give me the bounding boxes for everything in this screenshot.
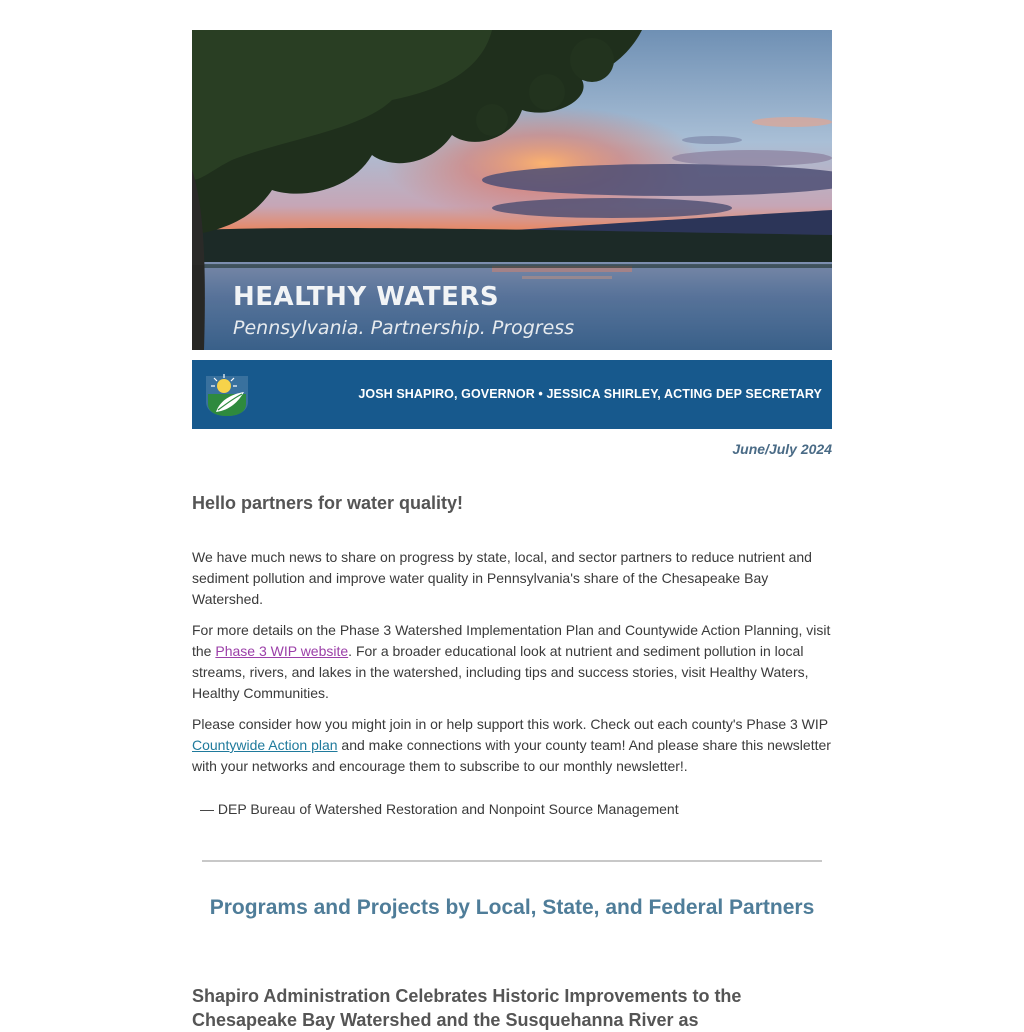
hero-banner bbox=[192, 30, 832, 350]
issue-date: June/July 2024 bbox=[732, 441, 832, 457]
countywide-action-plan-link[interactable]: Countywide Action plan bbox=[192, 737, 338, 753]
paragraph-text: and make connections with your county team! And please share this newsletter with your networks and encourage them to subscribe to our monthly newsletter!. bbox=[192, 737, 831, 774]
paragraph-text: For more details on the Phase 3 Watershed Implementation Plan and Countywide Action Planning, visit the bbox=[192, 622, 831, 659]
hero-title: HEALTHY WATERS bbox=[233, 282, 500, 312]
paragraph-text: Please consider how you might join in or help support this work. Check out each county's Phase 3 WIP bbox=[192, 716, 828, 732]
signoff-text: — DEP Bureau of Watershed Restoration and Nonpoint Source Management bbox=[200, 801, 679, 817]
section-heading: Programs and Projects by Local, State, and Federal Partners bbox=[209, 896, 815, 919]
intro-paragraph-1: We have much news to share on progress by state, local, and sector partners to reduce nutrient and sediment pollution and improve water quality in Pennsylvania's share of the Chesapeake Bay Watershed. bbox=[192, 549, 812, 607]
section-divider bbox=[202, 860, 822, 862]
newsletter bbox=[192, 30, 832, 1030]
intro-paragraph-2 bbox=[192, 620, 832, 704]
governor-banner bbox=[192, 360, 832, 429]
paragraph-text: . For a broader educational look at nutrient and sediment pollution in local streams, rivers, and lakes in the watershed, including tips and success stories, visit Healthy Waters, Healthy Communities. bbox=[192, 643, 809, 701]
intro-paragraph-3 bbox=[192, 714, 832, 777]
article-title[interactable]: Shapiro Administration Celebrates Historic Improvements to the Chesapeake Bay Watershed and the Susquehanna River as bbox=[192, 986, 742, 1030]
hero-subtitle: Pennsylvania. Partnership. Progress bbox=[233, 317, 575, 339]
phase3-wip-website-link[interactable]: Phase 3 WIP website bbox=[215, 643, 349, 659]
pa-keystone-leaf-logo-icon bbox=[202, 372, 252, 418]
greeting-heading: Hello partners for water quality! bbox=[192, 493, 464, 513]
officials-text: JOSH SHAPIRO, GOVERNOR • JESSICA SHIRLEY, ACTING DEP SECRETARY bbox=[358, 387, 822, 401]
